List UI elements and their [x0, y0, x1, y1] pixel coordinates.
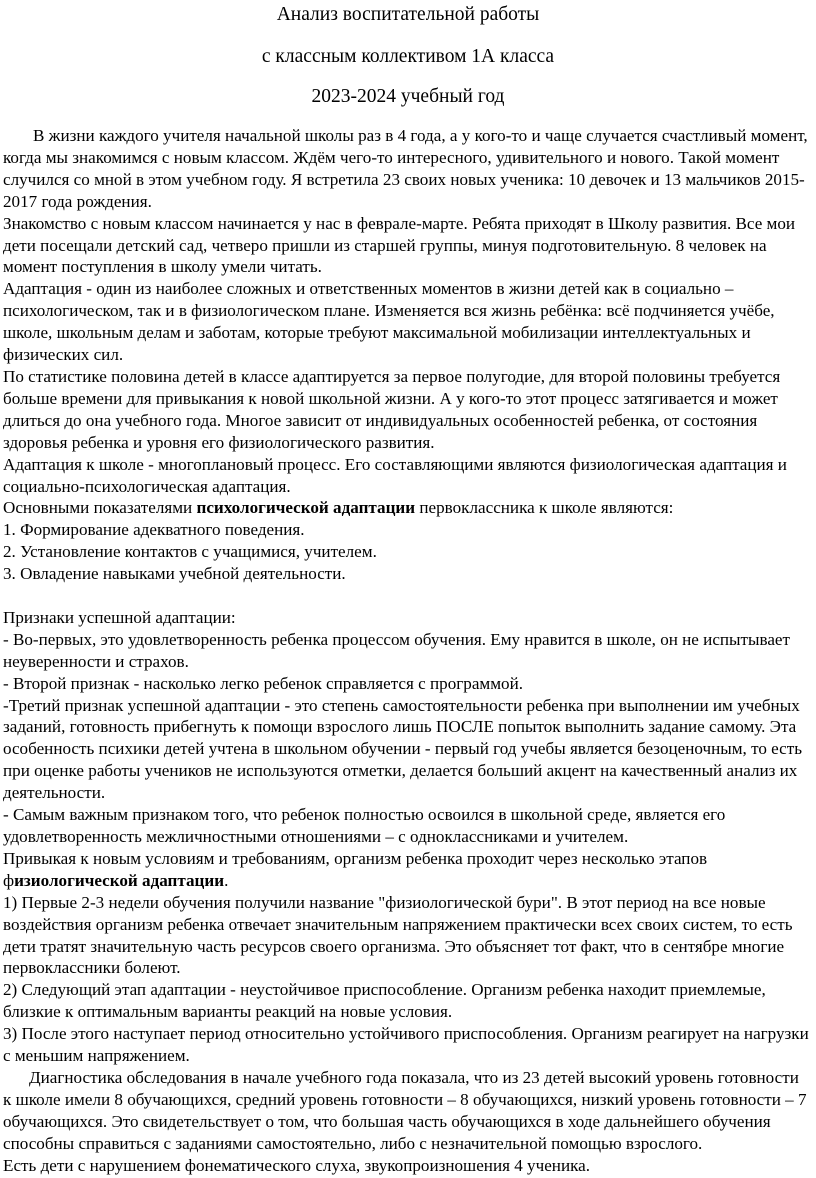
- indicators-text-after: первоклассника к школе являются:: [415, 498, 674, 518]
- stage-item: 2) Следующий этап адаптации - неустойчивое приспособление. Организм ребенка находит приемлемые, близкие к оптимальным варианты реакций на новые условия.: [3, 980, 766, 1022]
- blank-line: [3, 585, 809, 607]
- sign-item: -Третий признак успешной адаптации - это степень самостоятельности ребенка при выполнении им учебных заданий, готовность прибегнуть к помощи взрослого лишь ПОСЛЕ попыток выполнить задание самому. Эта особенность психики детей учтена в школьном обучении - первый год учебы является безоценочным, то есть при оценке работы учеников не используются отметки, делается больший акцент на качественный анализ их деятельности.: [3, 695, 803, 803]
- sign-item: - Второй признак - насколько легко ребенок справляется с программой.: [3, 673, 524, 693]
- paragraph-adaptation-definition: Адаптация - один из наиболее сложных и ответственных моментов в жизни детей как в социально – психологическом, так и в физиологическом плане. Изменяется вся жизнь ребёнка: всё подчиняется учёбе, школе, школьным делам и заботам, которые требуют максимальной мобилизации интеллектуальных и физических сил.: [3, 279, 775, 365]
- list-item: 3. Овладение навыками учебной деятельности.: [3, 564, 346, 584]
- paragraph-intro: В жизни каждого учителя начальной школы раз в 4 года, а у кого-то и чаще случается счастливый момент, когда мы знакомимся с новым классом. Ждём чего-то интересного, удивительного и нового. Такой момент случился со мной в этом учебном году. Я встретила 23 своих новых ученика: 10 девочек и 13 мальчиков 2015-2017 года рождения.: [3, 126, 808, 211]
- document-body: [3, 125, 809, 1176]
- stages-text-before: Привыкая к новым условиям и требованиям, организм ребенка проходит через несколько этапов ф: [3, 848, 708, 890]
- paragraph-diagnostics: Диагностика обследования в начале учебного года показала, что из 23 детей высокий уровень готовности к школе имели 8 обучающихся, средний уровень готовности – 8 обучающихся, низкий уровень готовности – 7 обучающихся. Это свидетельствует о том, что большая часть обучающихся в ходе дальнейшего обучения способны справиться с заданиями самостоятельно, либо с незначительной помощью взрослого.: [3, 1067, 807, 1153]
- stages-text-after: .: [224, 870, 229, 890]
- indicators-text-before: Основными показателями: [3, 498, 197, 518]
- paragraph-phonemic: Есть дети с нарушением фонематического слуха, звукопроизношения 4 ученика.: [3, 1155, 590, 1175]
- list-item: 2. Установление контактов с учащимися, учителем.: [3, 542, 377, 562]
- paragraph-acquaintance: Знакомство с новым классом начинается у нас в феврале-марте. Ребята приходят в Школу развития. Все мои дети посещали детский сад, четверо пришли из старшей группы, минуя подготовительную. 8 человек на момент поступления в школу умели читать.: [3, 213, 796, 277]
- signs-heading: Признаки успешной адаптации:: [3, 607, 236, 627]
- paragraph-indicators: [3, 497, 809, 519]
- document-title-line-3: 2023-2024 учебный год: [311, 86, 505, 107]
- indicators-bold-term: психологической адаптации: [196, 498, 416, 518]
- paragraph-physiological-stages: [3, 848, 809, 892]
- sign-item: - Во-первых, это удовлетворенность ребенка процессом обучения. Ему нравится в школе, он не испытывает неуверенности и страхов.: [3, 629, 790, 671]
- sign-item: - Самым важным признаком того, что ребенок полностью освоился в школьной среде, является его удовлетворенность межличностными отношениями – с одноклассниками и учителем.: [3, 805, 726, 846]
- document-title-line-2: с классным коллективом 1А класса: [261, 46, 555, 67]
- stage-item: 1) Первые 2-3 недели обучения получили название "физиологической бури". В этот период на все новые воздействия организм ребенка отвечает значительным напряжением практически всех своих систем, то есть дети тратят значительную часть ресурсов своего организма. Это объясняет тот факт, что в сентябре многие первоклассники болеют.: [3, 892, 793, 978]
- list-item: 1. Формирование адекватного поведения.: [3, 520, 305, 540]
- document-title-line-1: Анализ воспитательной работы: [276, 4, 540, 25]
- paragraph-statistics: По статистике половина детей в классе адаптируется за первое полугодие, для второй половины требуется больше времени для привыкания к новой школьной жизни. А у кого-то этот процесс затягивается и может длиться до она учебного года. Многое зависит от индивидуальных особенностей ребенка, от состояния здоровья ребенка и уровня его физиологического развития.: [3, 366, 781, 452]
- stages-bold-term: изиологической адаптации: [14, 870, 225, 890]
- paragraph-adaptation-process: Адаптация к школе - многоплановый процесс. Его составляющими являются физиологическая адаптация и социально-психологическая адаптация.: [3, 454, 787, 496]
- stage-item: 3) После этого наступает период относительно устойчивого приспособления. Организм реагирует на нагрузки с меньшим напряжением.: [3, 1024, 809, 1066]
